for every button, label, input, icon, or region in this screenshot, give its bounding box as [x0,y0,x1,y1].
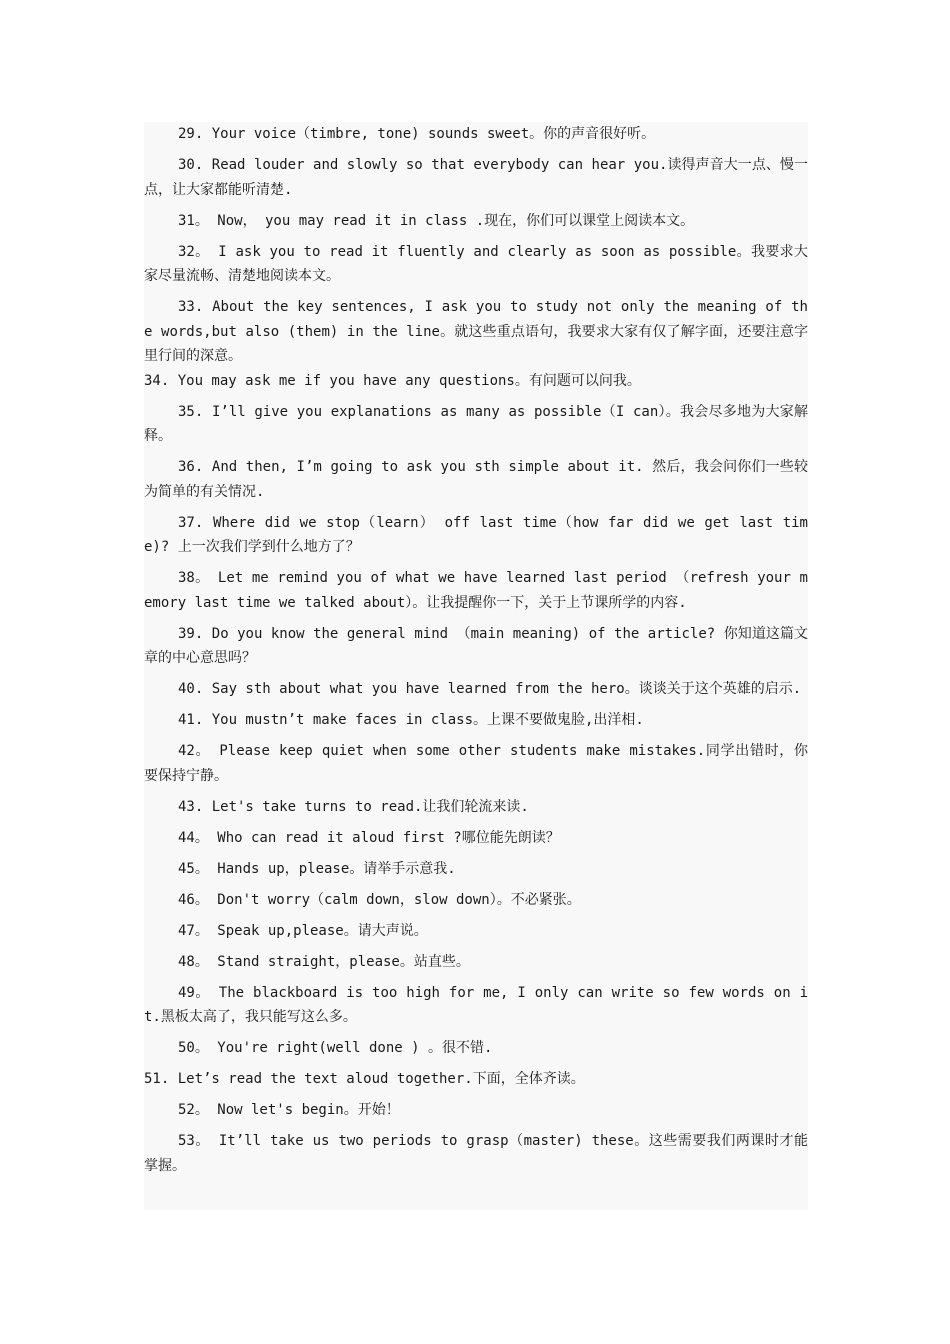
paragraph-48: 48。 Stand straight，please。站直些。 [178,953,470,970]
paragraph-46: 46。 Don't worry（calm down，slow down）。不必紧张。 [178,891,581,908]
paragraph-40: 40. Say sth about what you have learned from the hero。谈谈关于这个英雄的启示. [178,681,802,697]
paragraph-33: 33. About the key sentences, I ask you to study not only the meaning of the words,but also (them) in the line。就这些重点语句，我要求大家有仅了解字面，还要注意字里行间的深意。 [144,299,808,364]
paragraph-38: 38。 Let me remind you of what we have learned last period （refresh your memory last time we talked about）。让我提醒你一下，关于上节课所学的内容. [144,570,808,611]
text-block [144,122,808,1210]
paragraph-47: 47。 Speak up,please。请大声说。 [178,922,428,939]
paragraph-51: 51. Let’s read the text aloud together.下面，全体齐读。 [144,1071,585,1087]
paragraph-37: 37. Where did we stop（learn） off last time（how far did we get last time)? 上一次我们学到什么地方了？ [144,514,808,555]
paragraph-35: 35. I’ll give you explanations as many as possible（I can）。我会尽多地为大家解释。 [144,403,808,444]
paragraph-39: 39. Do you know the general mind （main meaning) of the article? 你知道这篇文章的中心意思吗？ [144,625,808,666]
paragraph-34: 34. You may ask me if you have any questions。有问题可以问我。 [144,372,641,389]
paragraph-31: 31。 Now， you may read it in class .现在，你们可以课堂上阅读本文。 [178,212,695,229]
paragraph-29: 29. Your voice（timbre, tone) sounds sweet。你的声音很好听。 [178,126,656,142]
paragraph-45: 45。 Hands up，please。请举手示意我. [178,860,456,877]
paragraph-41: 41. You mustn’t make faces in class。上课不要做鬼脸,出洋相. [178,712,644,728]
paragraph-50: 50。 You're right(well done ) 。很不错. [178,1040,493,1056]
paragraph-30: 30. Read louder and slowly so that everybody can hear you.读得声音大一点、慢一点，让大家都能听清楚. [144,157,808,198]
paragraph-53: 53。 It’ll take us two periods to grasp（master) these。这些需要我们两课时才能掌握。 [144,1133,808,1174]
paragraph-32: 32。 I ask you to read it fluently and clearly as soon as possible。我要求大家尽量流畅、清楚地阅读本文。 [144,243,808,284]
paragraph-52: 52。 Now let's begin。开始！ [178,1102,400,1118]
paragraph-49: 49。 The blackboard is too high for me, I only can write so few words on it.黑板太高了，我只能写这么多。 [144,984,808,1025]
paragraph-36: 36. And then, I’m going to ask you sth simple about it. 然后，我会问你们一些较为简单的有关情况. [144,459,808,500]
paragraph-44: 44。 Who can read it aloud first ?哪位能先朗读？ [178,829,560,846]
paragraph-42: 42。 Please keep quiet when some other students make mistakes.同学出错时，你要保持宁静。 [144,743,808,784]
paragraph-43: 43. Let's take turns to read.让我们轮流来读. [178,798,529,815]
